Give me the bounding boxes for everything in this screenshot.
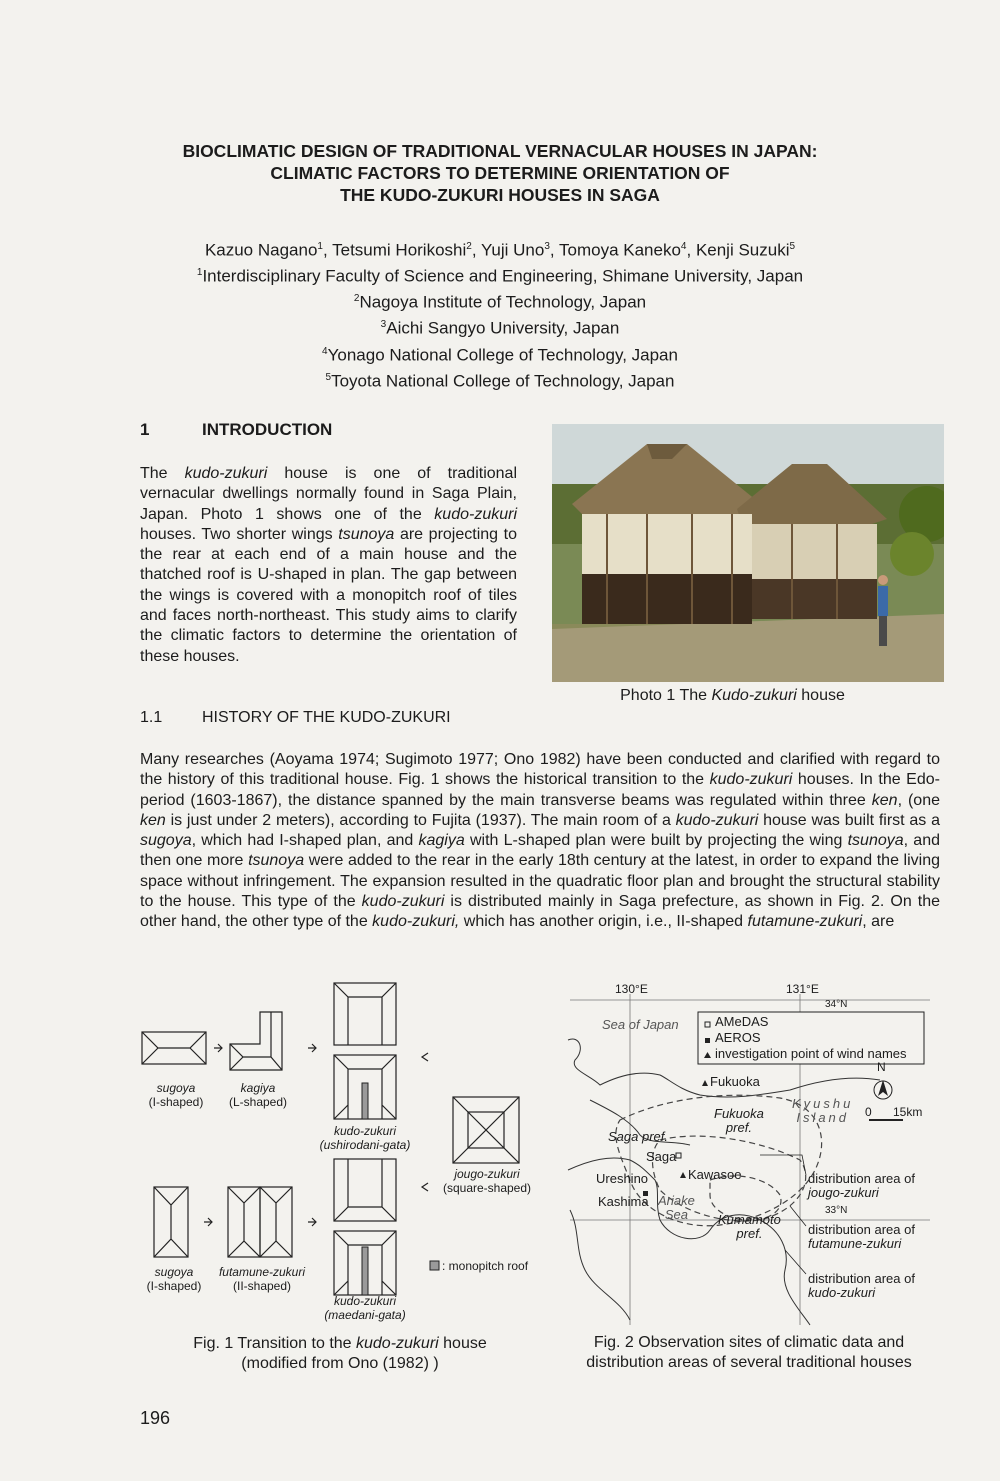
text: houses. Two shorter wings	[140, 525, 333, 543]
fig1-label-jougo	[432, 1167, 542, 1195]
label-sub: (I-shaped)	[146, 1279, 202, 1293]
map-lat-33: 33°N	[825, 1205, 848, 1216]
text: are projecting to the rear at each end of a main house and the thatched roof is U-shaped in plan. The gap between the wings is covered with a monopitch roof of tiles and faces north-northeast. This study aims to clarify the climatic factors to determine the orientation of these houses.	[140, 525, 518, 665]
map-saga: Saga	[646, 1149, 677, 1164]
text-italic: kudo-zukuri	[709, 771, 793, 789]
aff-sup: 4	[322, 345, 328, 357]
map-ariake-sea	[658, 1194, 695, 1222]
text-italic: kudo-zukuri	[434, 505, 517, 523]
map-kashima: Kashima	[598, 1194, 649, 1209]
aff-text: Yonago National College of Technology, Japan	[327, 345, 678, 365]
history-paragraph	[140, 750, 940, 933]
map-dist-futamune	[808, 1223, 915, 1251]
text: Many researches (Aoyama 1974; Sugimoto 1977; Ono 1982) have been conducted and clarified with regard to the history of this traditional house. Fig. 1 shows the historical transition to the	[140, 751, 940, 789]
text-italic: kudo-zukuri	[361, 893, 445, 911]
text-italic: tsunoya	[248, 852, 305, 870]
map-lat-34: 34°N	[825, 999, 848, 1010]
text: is just under 2 meters), according to Fujita (1937). The main room of a	[170, 811, 671, 829]
affiliation	[0, 314, 1000, 340]
author-sup: 1	[317, 241, 323, 252]
legend-aeros: AEROS	[715, 1030, 761, 1045]
map-dist-jougo	[808, 1172, 915, 1200]
map-kumamoto-pref	[718, 1213, 781, 1241]
label-sub: (ushirodani-gata)	[319, 1138, 411, 1152]
text: , and then one more	[140, 832, 940, 870]
aff-text: Toyota National College of Technology, Japan	[331, 371, 675, 391]
fig1-label-sugoya	[138, 1081, 214, 1109]
author-name: Kazuo Nagano	[204, 240, 318, 260]
aff-sup: 3	[380, 319, 387, 331]
figure-1	[138, 975, 548, 1335]
map-north-label: N	[877, 1060, 886, 1074]
map-scale-15km: 15km	[893, 1105, 923, 1119]
text: were added to the rear in the early 18th century at the latest, in order to expand the living space without infringement. The expansion resulted in the quadratic floor plan and brought the structural stability to the house. This type of the	[140, 852, 941, 911]
label-italic: kagiya	[240, 1081, 276, 1095]
photo-kudo-zukuri-house	[552, 424, 944, 682]
author-block	[0, 236, 1000, 393]
text-italic: kudo-zukuri	[184, 465, 268, 482]
fig1-label-kudo-ushirodani	[310, 1124, 420, 1152]
fig1-label-kagiya	[220, 1081, 296, 1109]
title-line-3: THE KUDO-ZUKURI HOUSES IN SAGA	[340, 185, 660, 205]
legend-wind-names: investigation point of wind names	[715, 1046, 907, 1061]
title-line-1: BIOCLIMATIC DESIGN OF TRADITIONAL VERNACULAR HOUSES IN JAPAN:	[182, 141, 818, 161]
map-ureshino: Ureshino	[596, 1171, 649, 1186]
subsection-title: HISTORY OF THE KUDO-ZUKURI	[202, 709, 451, 726]
text: house	[796, 687, 845, 704]
paper-title	[0, 140, 1000, 206]
author-name: Kenji Suzuki	[695, 240, 790, 260]
map-kawasoe: Kawasoe	[688, 1167, 742, 1182]
author-sup: 5	[789, 241, 796, 252]
text: with L-shaped plan were built by projecting the wing	[469, 832, 843, 850]
text: house is one of traditional vernacular dwellings normally found in Saga Plain, Japan. Photo 1 shows one of the	[140, 465, 517, 523]
label-italic: kudo-zukuri	[333, 1124, 397, 1138]
text: (modified from Ono (1982) )	[241, 1355, 439, 1372]
author-sup: 2	[466, 241, 472, 252]
label: distribution area of	[808, 1171, 915, 1186]
text: distribution areas of several traditional houses	[586, 1354, 912, 1371]
section-title: INTRODUCTION	[202, 420, 333, 439]
text-italic: kudo-zukuri	[356, 1335, 439, 1352]
fig2-caption	[560, 1333, 938, 1373]
map-fukuoka: Fukuoka	[710, 1074, 760, 1089]
label-italic: kudo-zukuri	[333, 1294, 397, 1308]
text-italic: kudo-zukuri	[675, 811, 759, 829]
affiliation	[0, 367, 1000, 393]
text: is distributed mainly in Saga prefecture, as shown in Fig. 2. On the other hand, the other type of the	[140, 893, 940, 931]
label: Kyushu	[792, 1096, 854, 1111]
author-sup: 3	[544, 241, 550, 252]
author-sup: 4	[680, 241, 687, 252]
author-name: Yuji Uno	[480, 240, 545, 260]
aff-text: Nagoya Institute of Technology, Japan	[359, 292, 647, 312]
affiliation	[0, 262, 1000, 288]
fig1-label-sugoya-2	[138, 1265, 210, 1293]
label-sub: (square-shaped)	[442, 1181, 532, 1195]
text-italic: kagiya	[418, 832, 465, 850]
text: , which had I-shaped plan, and	[191, 832, 414, 850]
author-name: Tomoya Kaneko	[559, 240, 681, 260]
label: pref.	[736, 1226, 763, 1241]
text: The	[140, 465, 168, 482]
label-italic: jougo-zukuri	[454, 1167, 520, 1181]
text: house	[438, 1335, 487, 1352]
label-italic: jougo-zukuri	[808, 1185, 879, 1200]
map-sea-of-japan: Sea of Japan	[602, 1017, 679, 1032]
aff-sup: 2	[353, 293, 360, 305]
text-italic: tsunoya	[338, 525, 395, 543]
affiliation	[0, 288, 1000, 314]
figure-2-map	[560, 980, 940, 1330]
text-italic: ken	[871, 791, 898, 809]
fig1-legend: : monopitch roof	[442, 1259, 529, 1273]
label: distribution area of	[808, 1222, 915, 1237]
text: houses. In the Edo-period (1603-1867), the distance spanned by the main transverse beams was regulated within three	[140, 771, 940, 809]
label: Kumamoto	[718, 1212, 781, 1227]
section-number: 1	[140, 420, 150, 439]
intro-paragraph	[140, 464, 517, 667]
fig1-label-kudo-maedani	[310, 1294, 420, 1322]
label-italic: futamune-zukuri	[218, 1265, 306, 1279]
label: Fukuoka	[714, 1106, 764, 1121]
map-lon-131: 131°E	[786, 982, 819, 996]
page-number: 196	[140, 1408, 171, 1428]
label-italic: futamune-zukuri	[808, 1236, 902, 1251]
photo-illustration	[552, 424, 944, 682]
text: which has another origin, i.e., II-shaped	[463, 913, 744, 931]
aff-sup: 1	[196, 267, 203, 279]
label-sub: (I-shaped)	[148, 1095, 204, 1109]
text: Photo 1 The	[620, 687, 712, 704]
aff-text: Aichi Sangyo University, Japan	[386, 319, 620, 339]
label-italic: sugoya	[154, 1265, 194, 1279]
text-italic: kudo-zukuri,	[372, 913, 460, 931]
map-scale-0: 0	[865, 1105, 872, 1119]
text-italic: sugoya	[140, 832, 192, 850]
fig1-caption	[150, 1334, 530, 1374]
map-dist-kudo	[808, 1272, 915, 1300]
author-names: Kazuo Nagano$^1$, Tetsumi Horikoshi$^2$, Yuji Uno$^3$, Tomoya Kaneko$^4$, Kenji Suzuki$^5$	[204, 240, 796, 260]
label-italic: kudo-zukuri	[808, 1285, 876, 1300]
subsection-number: 1.1	[140, 709, 163, 726]
label-sub: (L-shaped)	[228, 1095, 288, 1109]
label-sub: (II-shaped)	[232, 1279, 292, 1293]
title-line-2: CLIMATIC FACTORS TO DETERMINE ORIENTATION OF	[270, 163, 730, 183]
photo-caption	[560, 686, 905, 706]
map-fukuoka-pref	[714, 1107, 764, 1135]
legend-amedas: AMeDAS	[715, 1014, 769, 1029]
label-sub: (maedani-gata)	[324, 1308, 406, 1322]
label: Island	[796, 1110, 850, 1125]
map-saga-pref: Saga pref.	[608, 1129, 668, 1144]
label: Ariake	[658, 1193, 695, 1208]
text: , (one	[897, 791, 941, 809]
text-italic: futamune-zukuri	[747, 913, 863, 931]
map-lon-130: 130°E	[615, 982, 648, 996]
fig1-label-futamune	[212, 1265, 312, 1293]
author-name: Tetsumi Horikoshi	[332, 240, 467, 260]
text-italic: Kudo-zukuri	[711, 687, 797, 704]
text-italic: ken	[140, 811, 166, 829]
label: distribution area of	[808, 1271, 915, 1286]
text-italic: tsunoya	[847, 832, 904, 850]
aff-sup: 5	[325, 371, 332, 383]
text: Fig. 2 Observation sites of climatic data and	[593, 1334, 905, 1351]
text: , are	[862, 913, 895, 931]
label: Sea	[664, 1207, 688, 1222]
text: house was built first as a	[763, 811, 940, 829]
map-kyushu	[792, 1097, 853, 1125]
label-italic: sugoya	[156, 1081, 196, 1095]
aff-text: Interdisciplinary Faculty of Science and Engineering, Shimane University, Japan	[202, 266, 804, 286]
text: Fig. 1 Transition to the	[193, 1335, 356, 1352]
label: pref.	[725, 1120, 752, 1135]
affiliation	[0, 341, 1000, 367]
